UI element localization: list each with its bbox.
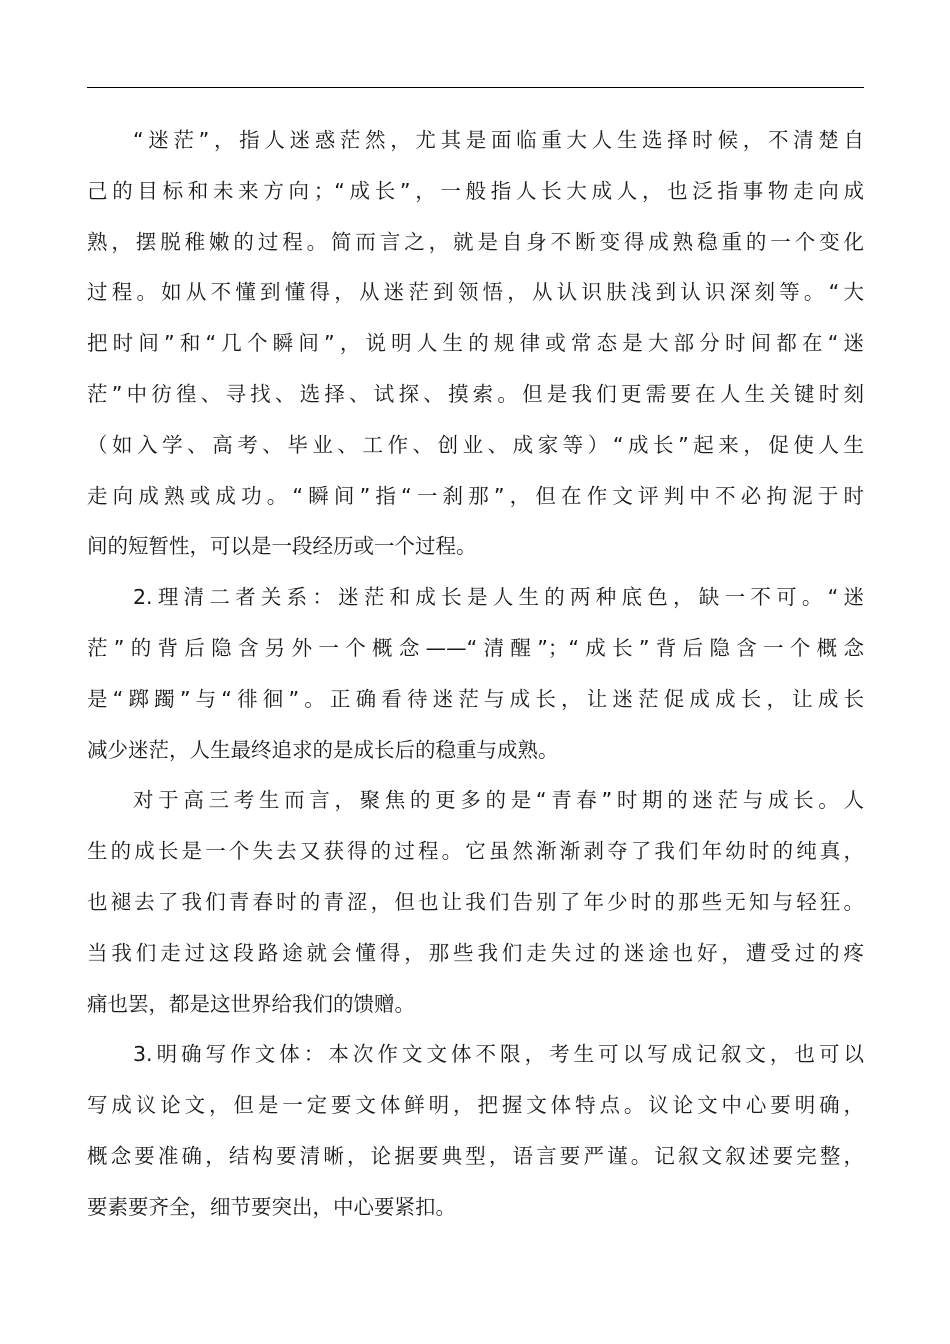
text-line: （如入学、高考、毕业、工作、创业、成家等）“成长”起来，促使人生: [87, 432, 864, 457]
text-line: 熟，摆脱稚嫩的过程。简而言之，就是自身不断变得成熟稳重的一个变化: [87, 229, 864, 254]
text-line: “迷茫”，指人迷惑茫然，尤其是面临重大人生选择时候，不清楚自: [133, 128, 864, 152]
document-body: [87, 115, 864, 1233]
text-line: 也褪去了我们青春时的青涩，但也让我们告别了年少时的那些无知与轻狂。: [87, 889, 864, 914]
text-line: 痛也罢，都是这世界给我们的馈赠。: [87, 991, 415, 1016]
text-line: 走向成熟或成功。“瞬间”指“一刹那”，但在作文评判中不必拘泥于时: [87, 483, 864, 508]
text-line: 生的成长是一个失去又获得的过程。它虽然渐渐剥夺了我们年幼时的纯真，: [87, 839, 864, 864]
text-line: 3.明确写作文体：本次作文文体不限，考生可以写成记叙文，也可以: [133, 1042, 864, 1067]
text-line: 减少迷茫，人生最终追求的是成长后的稳重与成熟。: [87, 737, 559, 762]
paragraph: [87, 572, 864, 775]
paragraph: [87, 775, 864, 1029]
text-line: 茫”中彷徨、寻找、选择、试探、摸索。但是我们更需要在人生关键时刻: [87, 381, 864, 406]
paragraph: [87, 1029, 864, 1232]
header-rule: [87, 87, 864, 88]
text-line: 写成议论文，但是一定要文体鲜明，把握文体特点。议论文中心要明确，: [87, 1093, 864, 1118]
text-line: 当我们走过这段路途就会懂得，那些我们走失过的迷途也好，遭受过的疼: [87, 940, 864, 965]
text-line: 把时间”和“几个瞬间”，说明人生的规律或常态是大部分时间都在“迷: [87, 331, 864, 356]
text-line: 要素要齐全，细节要突出，中心要紧扣。: [87, 1194, 456, 1219]
text-line: 对于高三考生而言，聚焦的更多的是“青春”时期的迷茫与成长。人: [133, 788, 864, 813]
text-line: 概念要准确，结构要清晰，论据要典型，语言要严谨。记叙文叙述要完整，: [87, 1143, 864, 1168]
text-line: 茫”的背后隐含另外一个概念——“清醒”；“成长”背后隐含一个概念: [87, 635, 864, 660]
paragraph: [87, 115, 864, 572]
text-line: 2.理清二者关系：迷茫和成长是人生的两种底色，缺一不可。“迷: [133, 585, 864, 610]
text-line: 是“踯躅”与“徘徊”。正确看待迷茫与成长，让迷茫促成成长，让成长: [87, 686, 864, 711]
text-line: 过程。如从不懂到懂得，从迷茫到领悟，从认识肤浅到认识深刻等。“大: [87, 280, 864, 305]
text-line: 间的短暂性，可以是一段经历或一个过程。: [87, 534, 477, 559]
text-line: 己的目标和未来方向；“成长”，一般指人长大成人，也泛指事物走向成: [87, 178, 864, 203]
